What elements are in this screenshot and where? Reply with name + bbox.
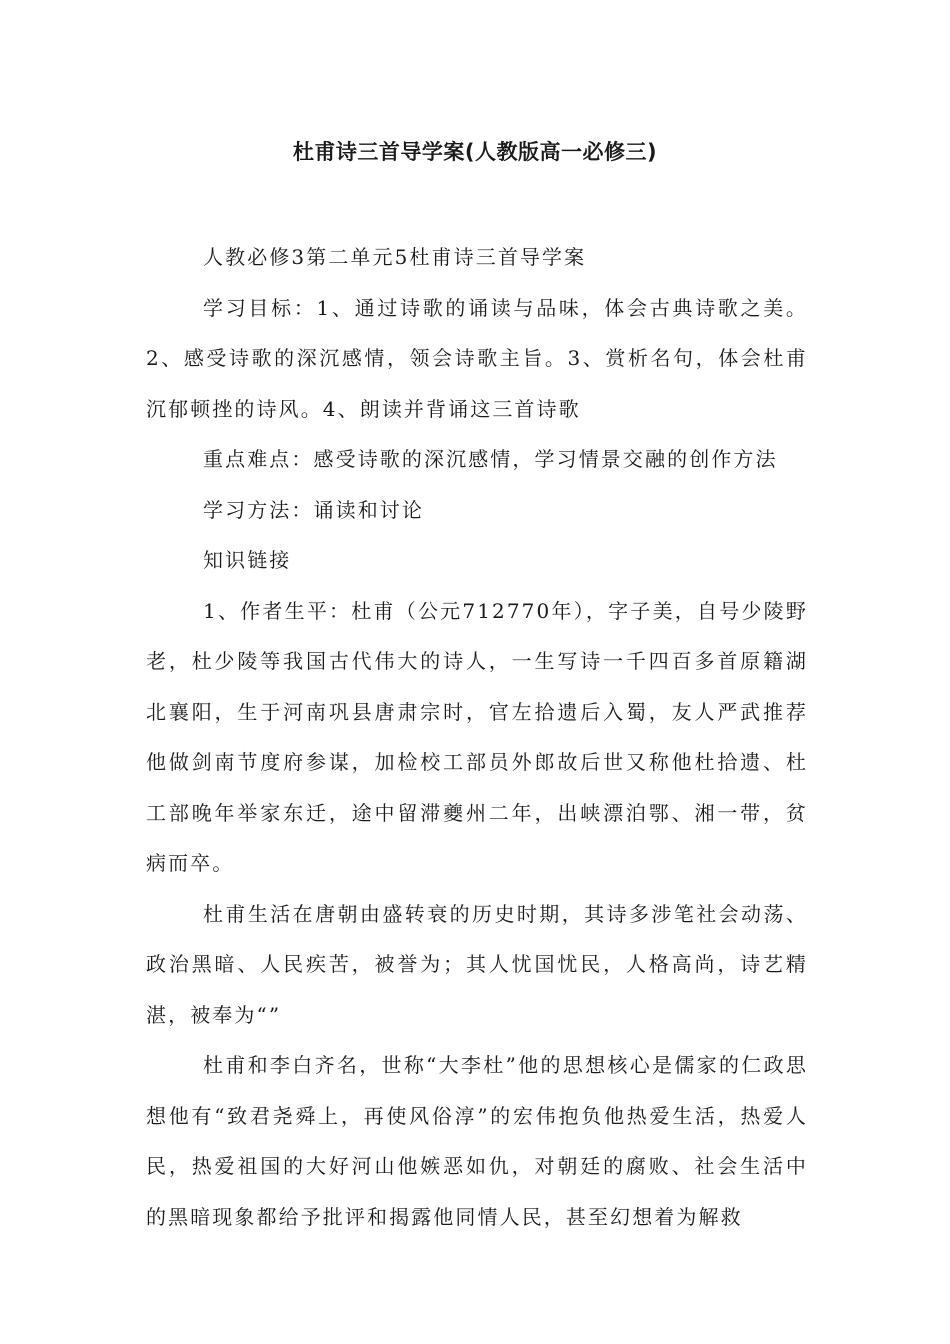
paragraph-author-biography: 1、作者生平：杜甫（公元712770年），字子美，自号少陵野老，杜少陵等我国古代伟大的诗人，一生写诗一千四百多首原籍湖北襄阳，生于河南巩县唐肃宗时，官左拾遗后入蜀，友人严武推荐他做剑南节度府参谋，加检校工部员外郎故后世又称他杜拾遗、杜工部晚年举家东迁，途中留滞夔州二年，出峡漂泊鄂、湘一带，贫病而卒。: [146, 598, 808, 875]
paragraph-key-difficulties: 重点难点：感受诗歌的深沉感情，学习情景交融的创作方法: [203, 447, 778, 471]
paragraph-learning-goals: 学习目标：1、通过诗歌的诵读与品味，体会古典诗歌之美。2、感受诗歌的深沉感情，领会诗歌主旨。3、赏析名句，体会杜甫沉郁顿挫的诗风。4、朗读并背诵这三首诗歌: [146, 295, 808, 421]
paragraph-course-info: 人教必修3第二单元5杜甫诗三首导学案: [203, 245, 587, 269]
paragraph-historical-context: 杜甫生活在唐朝由盛转衰的历史时期，其诗多涉笔社会动荡、政治黑暗、人民疾苦，被誉为；其人忧国忧民，人格高尚，诗艺精湛，被奉为“”: [146, 901, 808, 1027]
document-body: [146, 232, 808, 1242]
paragraph-thought-core: 杜甫和李白齐名，世称“大李杜”他的思想核心是儒家的仁政思想他有“致君尧舜上，再使风俗淳”的宏伟抱负他热爱生活，热爱人民，热爱祖国的大好河山他嫉恶如仇，对朝廷的腐败、社会生活中的黑暗现象都给予批评和揭露他同情人民，甚至幻想着为解救: [146, 1053, 808, 1229]
paragraph-learning-method: 学习方法：诵读和讨论: [203, 497, 424, 522]
paragraph-knowledge-link: 知识链接: [203, 548, 292, 572]
document-title: 杜甫诗三首导学案(人教版高一必修三): [292, 140, 658, 164]
